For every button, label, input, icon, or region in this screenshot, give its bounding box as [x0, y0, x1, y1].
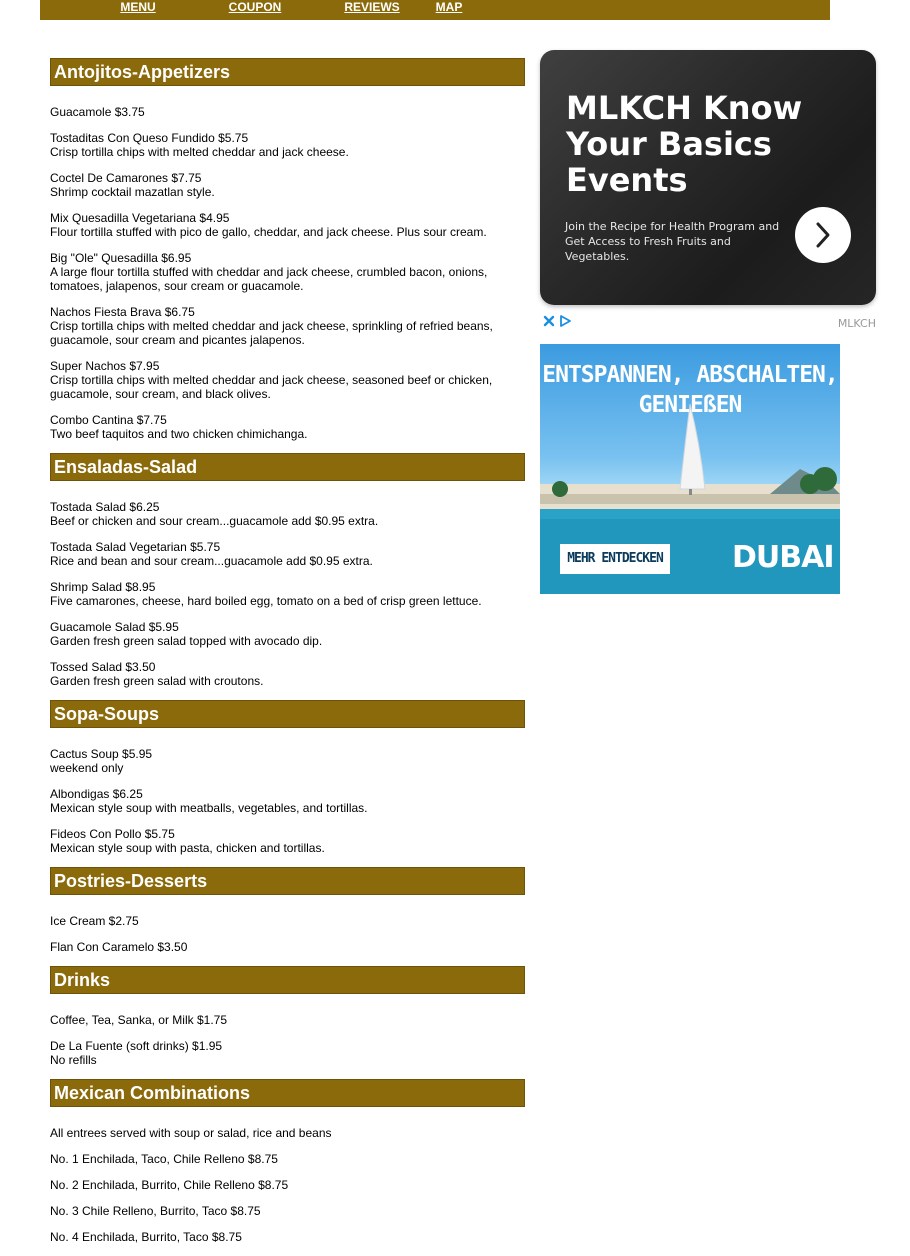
menu-item	[50, 413, 525, 441]
menu-item	[50, 171, 525, 199]
menu-item	[50, 1204, 525, 1218]
menu-item-title: Albondigas $6.25	[50, 787, 143, 801]
ad2-cta-button[interactable]: MEHR ENTDECKEN	[560, 544, 670, 574]
menu-item-title: No. 3 Chile Relleno, Burrito, Taco $8.75	[50, 1204, 261, 1218]
menu-item-title: No. 2 Enchilada, Burrito, Chile Relleno $8.75	[50, 1178, 289, 1192]
menu-item-title: Tostaditas Con Queso Fundido $5.75	[50, 131, 249, 145]
menu-item-title: Tostada Salad Vegetarian $5.75	[50, 540, 221, 554]
menu-item	[50, 1230, 525, 1244]
menu-item-description: Two beef taquitos and two chicken chimichanga.	[50, 427, 308, 441]
menu-item	[50, 1152, 525, 1166]
menu-item-description: Flour tortilla stuffed with pico de gallo, cheddar, and jack cheese. Plus sour cream.	[50, 225, 487, 239]
menu-item-title: Coctel De Camarones $7.75	[50, 171, 202, 185]
menu-item-description: Mexican style soup with pasta, chicken and tortillas.	[50, 841, 325, 855]
menu-item-title: No. 1 Enchilada, Taco, Chile Relleno $8.75	[50, 1152, 278, 1166]
menu-item	[50, 747, 525, 775]
menu-item-title: Big "Ole" Quesadilla $6.95	[50, 251, 192, 265]
menu-item-title: Mix Quesadilla Vegetariana $4.95	[50, 211, 230, 225]
menu-item	[50, 131, 525, 159]
menu-item-title: Cactus Soup $5.95	[50, 747, 153, 761]
menu-item	[50, 1178, 525, 1192]
menu-item-title: Tostada Salad $6.25	[50, 500, 160, 514]
menu-item-title: Fideos Con Pollo $5.75	[50, 827, 175, 841]
menu-item	[50, 787, 525, 815]
dubai-logo: DUBAI	[732, 540, 834, 575]
menu-item-title: Flan Con Caramelo $3.50	[50, 940, 188, 954]
menu-content	[50, 58, 525, 1256]
menu-item-title: Nachos Fiesta Brava $6.75	[50, 305, 195, 319]
menu-item	[50, 305, 525, 347]
menu-item	[50, 620, 525, 648]
ad-headline: MLKCH Know Your Basics Events	[566, 89, 803, 199]
menu-item-title: Combo Cantina $7.75	[50, 413, 167, 427]
menu-item-description: Crisp tortilla chips with melted cheddar and jack cheese.	[50, 145, 349, 159]
menu-item-description: Shrimp cocktail mazatlan style.	[50, 185, 215, 199]
menu-item	[50, 359, 525, 401]
ad2-headline: ENTSPANNEN, ABSCHALTEN, GENIEßEN	[542, 362, 838, 418]
menu-item	[50, 1039, 525, 1067]
section-header: Ensaladas-Salad	[50, 453, 525, 481]
section-header: Postries-Desserts	[50, 867, 525, 895]
chevron-right-icon	[795, 207, 851, 263]
menu-item	[50, 251, 525, 293]
menu-item-title: De La Fuente (soft drinks) $1.95	[50, 1039, 223, 1053]
menu-item	[50, 827, 525, 855]
nav-coupon-link[interactable]: COUPON	[228, 0, 282, 14]
nav-menu-link[interactable]: MENU	[120, 0, 156, 14]
menu-item-title: No. 4 Enchilada, Burrito, Taco $8.75	[50, 1230, 242, 1244]
menu-section	[50, 700, 525, 855]
menu-item-description: A large flour tortilla stuffed with cheddar and jack cheese, crumbled bacon, onions, tomatoes, jalapenos, sour cream or guacamole.	[50, 265, 488, 293]
dubai-ad[interactable]	[540, 344, 840, 594]
ad-choices-bar	[540, 314, 876, 330]
ad-go-button[interactable]	[795, 207, 851, 263]
menu-item-title: Tossed Salad $3.50	[50, 660, 156, 674]
section-header: Drinks	[50, 966, 525, 994]
adchoices-icon[interactable]	[558, 314, 572, 328]
section-header: Antojitos-Appetizers	[50, 58, 525, 86]
mlkch-ad[interactable]	[540, 50, 876, 305]
menu-item-description: Beef or chicken and sour cream...guacamole add $0.95 extra.	[50, 514, 379, 528]
menu-item	[50, 211, 525, 239]
menu-section	[50, 966, 525, 1067]
menu-item-title: Super Nachos $7.95	[50, 359, 160, 373]
menu-section	[50, 1079, 525, 1244]
menu-item	[50, 914, 525, 928]
menu-item-description: Crisp tortilla chips with melted cheddar and jack cheese, seasoned beef or chicken, guacamole, sour cream, and black olives.	[50, 373, 493, 401]
menu-item	[50, 580, 525, 608]
menu-item-title: Guacamole $3.75	[50, 105, 145, 119]
menu-item	[50, 940, 525, 954]
menu-item	[50, 660, 525, 688]
menu-item-title: Ice Cream $2.75	[50, 914, 139, 928]
menu-item-title: All entrees served with soup or salad, rice and beans	[50, 1126, 332, 1140]
menu-item-title: Guacamole Salad $5.95	[50, 620, 179, 634]
menu-item	[50, 540, 525, 568]
menu-item-description: Garden fresh green salad topped with avocado dip.	[50, 634, 323, 648]
menu-item-description: Five camarones, cheese, hard boiled egg, tomato on a bed of crisp green lettuce.	[50, 594, 482, 608]
menu-section	[50, 58, 525, 441]
menu-item-description: Mexican style soup with meatballs, vegetables, and tortillas.	[50, 801, 368, 815]
menu-item-title: Shrimp Salad $8.95	[50, 580, 156, 594]
nav-map-link[interactable]: MAP	[435, 0, 463, 14]
menu-item-title: Coffee, Tea, Sanka, or Milk $1.75	[50, 1013, 227, 1027]
menu-section	[50, 453, 525, 688]
menu-item-description: Rice and bean and sour cream...guacamole add $0.95 extra.	[50, 554, 373, 568]
menu-section	[50, 867, 525, 954]
menu-item-description: No refills	[50, 1053, 97, 1067]
menu-item-description: weekend only	[50, 761, 124, 775]
section-header: Sopa-Soups	[50, 700, 525, 728]
menu-item	[50, 1013, 525, 1027]
menu-item	[50, 1126, 525, 1140]
close-icon[interactable]	[542, 314, 556, 328]
ad-subtext: Join the Recipe for Health Program and Get Access to Fresh Fruits and Vegetables.	[565, 220, 780, 263]
menu-item-description: Crisp tortilla chips with melted cheddar and jack cheese, sprinkling of refried beans, guacamole, sour cream and picantes jalapenos.	[50, 319, 493, 347]
nav-reviews-link[interactable]: REVIEWS	[344, 0, 400, 14]
menu-item	[50, 105, 525, 119]
ad-brand-label: MLKCH	[837, 317, 876, 330]
menu-item-description: Garden fresh green salad with croutons.	[50, 674, 264, 688]
menu-item	[50, 500, 525, 528]
top-nav	[40, 0, 830, 20]
section-header: Mexican Combinations	[50, 1079, 525, 1107]
